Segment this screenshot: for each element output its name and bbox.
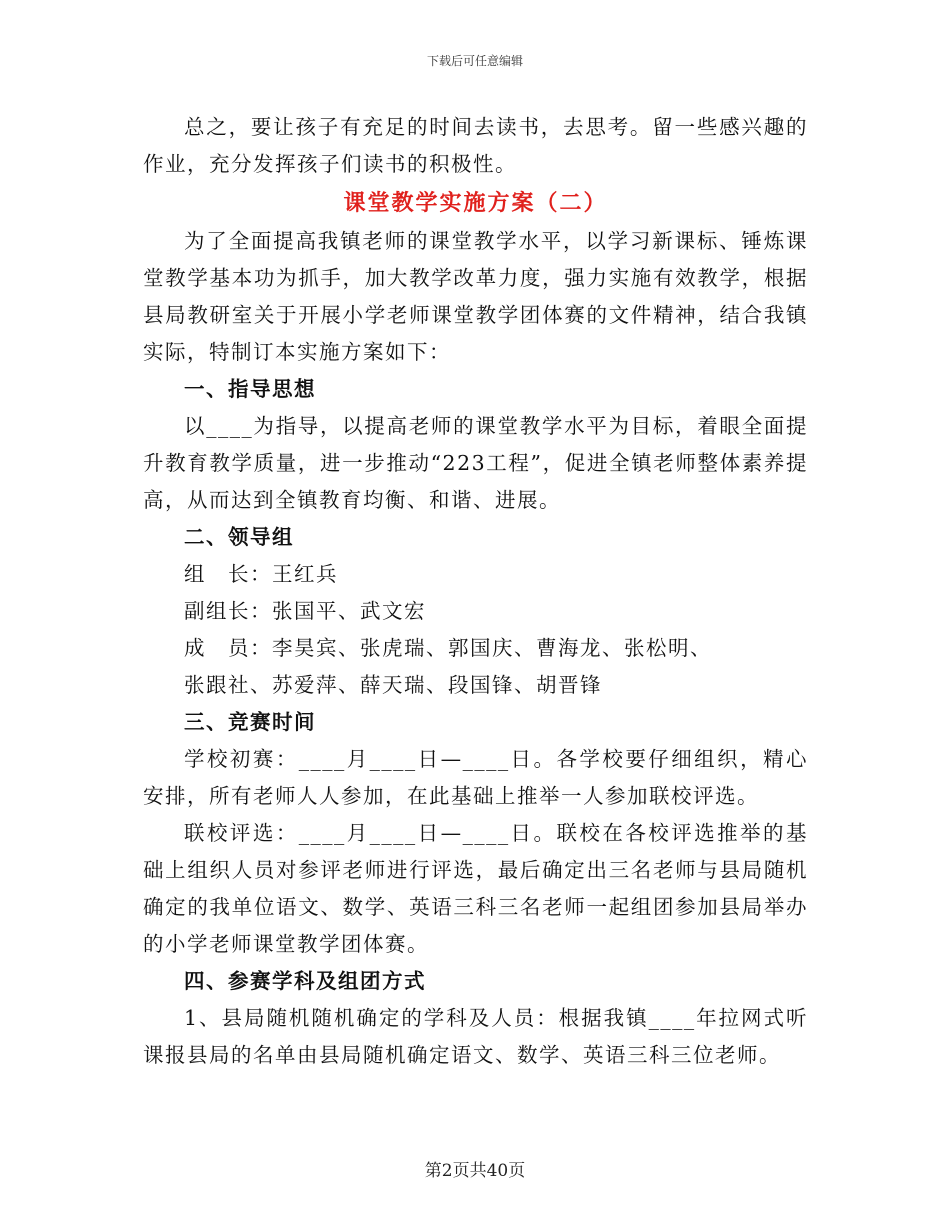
document-body [143,109,808,1074]
page-number: 第2页共40页 [424,1161,526,1181]
paragraph-school-preliminary: 学校初赛：____月____日—____日。各学校要仔细组织，精心安排，所有老师人人参加，在此基础上推举一人参加联校评选。 [143,747,808,808]
section-heading-subjects-teams: 四、参赛学科及组团方式 [184,969,426,993]
paragraph-subjects: 1、县局随机随机确定的学科及人员：根据我镇____年拉网式听课报县局的名单由县局随机确定语文、数学、英语三科三位老师。 [143,1006,808,1067]
paragraph-intro: 为了全面提高我镇老师的课堂教学水平，以学习新课标、锤炼课堂教学基本功为抓手，加大教学改革力度，强力实施有效教学，根据县局教研室关于开展小学老师课堂教学团体赛的文件精神，结合我镇实际，特制订本实施方案如下： [143,229,808,364]
section-heading-competition-time: 三、竞赛时间 [184,710,316,734]
paragraph-guiding-ideology: 以____为指导，以提高老师的课堂教学水平为目标，着眼全面提升教育教学质量，进一步推动“223工程”，促进全镇老师整体素养提高，从而达到全镇教育均衡、和谐、进展。 [143,414,808,512]
section-heading-guiding-ideology: 一、指导思想 [184,377,316,401]
paragraph-joint-selection: 联校评选：____月____日—____日。联校在各校评选推举的基础上组织人员对参评老师进行评选，最后确定出三名老师与县局随机确定的我单位语文、数学、英语三科三名老师一起组团参加县局举办的小学老师课堂教学团体赛。 [143,821,808,956]
document-title: 课堂教学实施方案（二） [343,190,608,216]
page-header-note: 下载后可任意编辑 [426,54,523,68]
leader-line: 组 长：王红兵 [184,562,338,586]
members-line-continued: 张跟社、苏爱萍、薛天瑞、段国锋、胡晋锋 [184,673,602,697]
paragraph-conclusion: 总之，要让孩子有充足的时间去读书，去思考。留一些感兴趣的作业，充分发挥孩子们读书的积极性。 [143,115,808,176]
deputy-leader-line: 副组长：张国平、武文宏 [184,599,426,623]
section-heading-leadership-group: 二、领导组 [184,525,294,549]
members-line: 成 员：李昊宾、张虎瑞、郭国庆、曹海龙、张松明、 [184,636,712,660]
